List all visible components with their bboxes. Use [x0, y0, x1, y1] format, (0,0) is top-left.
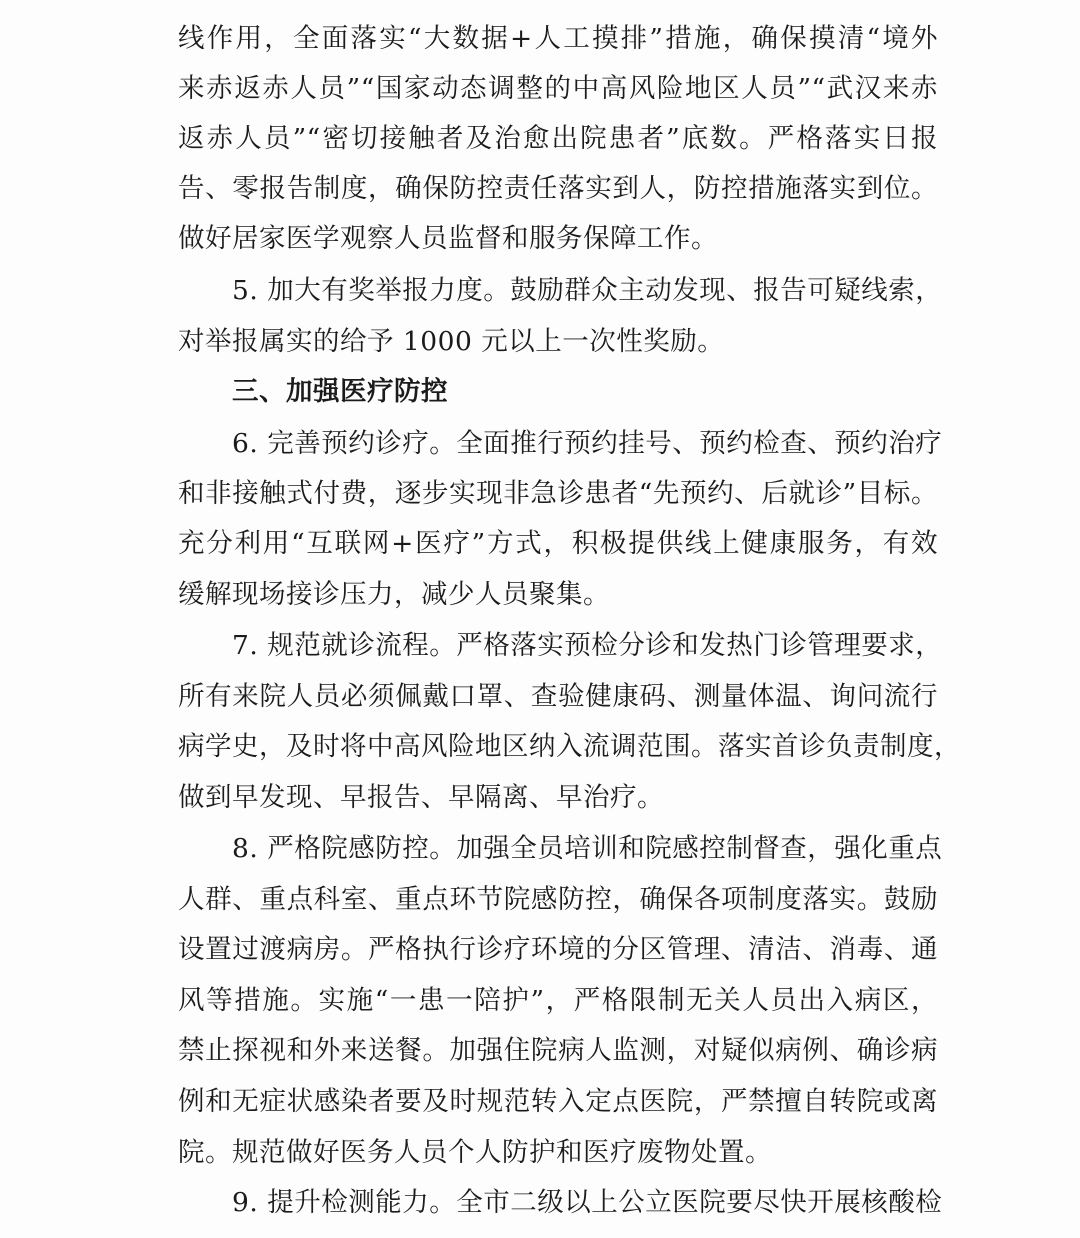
- item-8-line-1: 8. 严格院感防控。加强全员培训和院感控制督查，强化重点: [232, 833, 943, 864]
- text-line-1: 线作用，全面落实“大数据+人工摸排”措施，确保摸清“境外: [178, 23, 938, 54]
- text-line-5: 做好居家医学观察人员监督和服务保障工作。: [178, 223, 718, 254]
- item-8-line-2: 人群、重点科室、重点环节院感防控，确保各项制度落实。鼓励: [178, 884, 938, 915]
- item-8-line-5: 禁止探视和外来送餐。加强住院病人监测，对疑似病例、确诊病: [178, 1035, 938, 1066]
- item-6-line-3: 充分利用“互联网+医疗”方式，积极提供线上健康服务，有效: [178, 528, 938, 559]
- text-line-3: 返赤人员”“密切接触者及治愈出院患者”底数。严格落实日报: [178, 123, 938, 154]
- item-7-line-4: 做到早发现、早报告、早隔离、早治疗。: [178, 782, 664, 813]
- text-line-2: 来赤返赤人员”“国家动态调整的中高风险地区人员”“武汉来赤: [178, 73, 938, 104]
- section-heading: 三、加强医疗防控: [232, 376, 448, 407]
- item-6-line-1: 6. 完善预约诊疗。全面推行预约挂号、预约检查、预约治疗: [232, 428, 943, 459]
- item-8-line-3: 设置过渡病房。严格执行诊疗环境的分区管理、清洁、消毒、通: [178, 934, 938, 965]
- item-8-line-7: 院。规范做好医务人员个人防护和医疗废物处置。: [178, 1137, 772, 1168]
- item-7-line-3: 病学史，及时将中高风险地区纳入流调范围。落实首诊负责制度，: [178, 731, 961, 762]
- text-line-4: 告、零报告制度，确保防控责任落实到人，防控措施落实到位。: [178, 173, 938, 204]
- item-8-line-4: 风等措施。实施“一患一陪护”，严格限制无关人员出入病区，: [178, 985, 938, 1016]
- item-9-line-1: 9. 提升检测能力。全市二级以上公立医院要尽快开展核酸检: [232, 1187, 943, 1218]
- item-5-line-2: 对举报属实的给予 1000 元以上一次性奖励。: [178, 326, 725, 357]
- item-6-line-4: 缓解现场接诊压力，减少人员聚集。: [178, 579, 610, 610]
- item-7-line-2: 所有来院人员必须佩戴口罩、查验健康码、测量体温、询问流行: [178, 681, 938, 712]
- item-8-line-6: 例和无症状感染者要及时规范转入定点医院，严禁擅自转院或离: [178, 1086, 938, 1117]
- item-7-line-1: 7. 规范就诊流程。严格落实预检分诊和发热门诊管理要求，: [232, 630, 943, 661]
- item-5-line-1: 5. 加大有奖举报力度。鼓励群众主动发现、报告可疑线索，: [232, 275, 943, 306]
- item-6-line-2: 和非接触式付费，逐步实现非急诊患者“先预约、后就诊”目标。: [178, 478, 938, 509]
